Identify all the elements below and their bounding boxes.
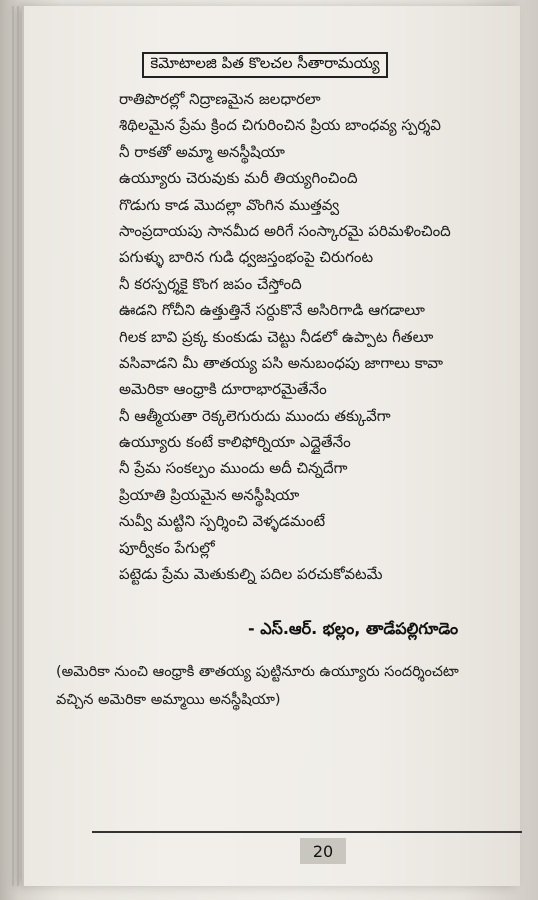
poem-line: ఉయ్యూరు కంటే కాలిఫోర్నియా ఎద్దైతేనేం xyxy=(119,433,351,452)
poem-line: అమెరికా ఆంధ్రాకి దూరాభారమైతేనేం xyxy=(119,380,327,399)
page-header xyxy=(142,52,388,78)
page-number-box xyxy=(300,838,346,864)
page-number: 20 xyxy=(312,841,334,861)
poem-line: ఊడని గోచీని ఉత్తుత్తినే సర్దుకొనే అసిరిగాడి ఆగడాలూ xyxy=(119,301,425,320)
poem-line: నీ ప్రేమ సంకల్పం ముందు అదీ చిన్నదేగా xyxy=(119,459,348,478)
poem-line: నీ ఆత్మీయతా రెక్కలెగురుదు ముందు తక్కువేగా xyxy=(119,406,391,425)
poem-line: పగుళ్ళు బారిన గుడి ధ్వజస్తంభంపై చిరుగంట xyxy=(119,248,374,267)
poem-line: నువ్వీ మట్టిని స్పర్శించి వెళ్ళడమంటే xyxy=(119,512,326,531)
poem-line: గొడుగు కాడ మొదల్లా వొంగిన ముత్తవ్వ xyxy=(119,195,340,214)
poem-line: ఉయ్యూరు చెరువుకు మరీ తియ్యగించింది xyxy=(119,169,358,188)
header-title: కెమోటాలజి పిత కొలచల సీతారామయ్య xyxy=(150,54,380,72)
page-edge xyxy=(12,6,14,886)
poem-line: నీ కరస్పర్శకై కొంగ జపం చేస్తోంది xyxy=(119,274,302,293)
page-edge xyxy=(17,6,19,886)
poem-line: పూర్వీకం పేగుల్లో xyxy=(119,538,215,557)
poem xyxy=(119,86,519,587)
page-edge xyxy=(22,6,24,886)
poem-line: శిథిలమైన ప్రేమ క్రింద చిగురించిన ప్రియ బాంధవ్య స్పర్శవి xyxy=(119,116,441,135)
note-line: (అమెరికా నుంచి ఆంధ్రాకి తాతయ్య పుట్టినూరు ఉయ్యూరు సందర్శించటా xyxy=(56,664,459,680)
poem-line: రాతిపొరల్లో నిద్రాణమైన జలధారలా xyxy=(119,90,321,108)
poem-line: నీ రాకతో అమ్మా అనస్థీషియా xyxy=(119,142,285,161)
poem-line: పట్టెడు ప్రేమ మెతుకుల్ని పదిల పరచుకోవటమే xyxy=(119,565,383,584)
note-line: వచ్చిన అమెరికా అమ్మాయి అనస్థీషియా) xyxy=(56,692,281,708)
poem-line: ప్రియాతి ప్రియమైన అనస్థీషియా xyxy=(119,485,300,504)
poem-note xyxy=(56,658,526,714)
poem-author: - ఎస్.ఆర్. భల్లం, తాడేపల్లిగూడెం xyxy=(248,619,459,638)
footer-rule xyxy=(92,831,522,833)
poem-line: వసివాడని మీ తాతయ్య పసి అనుబంధపు జాగాలు కావా xyxy=(119,353,444,372)
poem-line: సాంప్రదాయపు సానమీద అరిగే సంస్కారమై పరిమళించింది xyxy=(119,221,451,240)
poem-line: గిలక బావి ప్రక్క కుంకుడు చెట్టు నీడలో ఉప్పాట గీతలూ xyxy=(119,327,434,346)
